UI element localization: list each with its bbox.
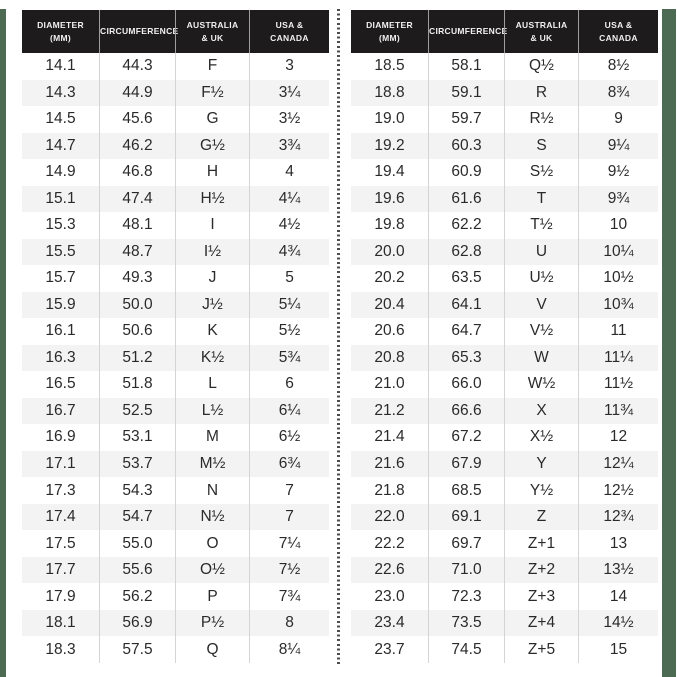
table-cell: 15.5: [45, 242, 76, 260]
table-row: [22, 371, 329, 398]
table-cell: Y½: [504, 477, 578, 504]
table-row: [22, 451, 329, 478]
table-cell: 13: [578, 530, 658, 557]
table-cell: 67.9: [428, 451, 504, 478]
table-cell: R: [504, 80, 578, 107]
table-cell: M½: [175, 451, 249, 478]
table-cell: 8¾: [578, 80, 658, 107]
table-cell: 3: [249, 53, 329, 80]
table-cell: G½: [175, 133, 249, 160]
table-cell: 16.1: [45, 322, 76, 340]
table-cell: 17.4: [45, 508, 76, 526]
table-cell: 14: [578, 583, 658, 610]
table-cell: 52.5: [99, 398, 175, 425]
table-cell: 20.2: [374, 269, 405, 287]
table-cell: 7¾: [249, 583, 329, 610]
table-cell: 9: [578, 106, 658, 133]
table-cell: 7¼: [249, 530, 329, 557]
table-row: [22, 557, 329, 584]
table-row: [351, 583, 658, 610]
table-cell: 10¼: [578, 239, 658, 266]
table-cell: 14.3: [45, 83, 76, 101]
table-cell: 22.0: [374, 508, 405, 526]
table-cell: 71.0: [428, 557, 504, 584]
table-cell: 19.4: [374, 163, 405, 181]
table-cell: 4: [249, 159, 329, 186]
table-cell: 14.1: [45, 57, 76, 75]
table-row: [22, 159, 329, 186]
table-cell: V½: [504, 318, 578, 345]
table-cell: 18.5: [374, 57, 405, 75]
table-cell: 74.5: [428, 636, 504, 663]
table-cell: 20.8: [374, 348, 405, 366]
page-edge-left: [0, 9, 6, 677]
table-cell: 47.4: [99, 186, 175, 213]
table-cell: 8¼: [249, 636, 329, 663]
table-cell: M: [175, 424, 249, 451]
table-cell: 72.3: [428, 583, 504, 610]
table-cell: 15: [578, 636, 658, 663]
table-cell: 22.2: [374, 534, 405, 552]
table-cell: 23.7: [374, 640, 405, 658]
table-cell: 66.0: [428, 371, 504, 398]
table-cell: O½: [175, 557, 249, 584]
table-row: [22, 53, 329, 80]
table-cell: 4¼: [249, 186, 329, 213]
table-cell: 73.5: [428, 610, 504, 637]
table-cell: 15.3: [45, 216, 76, 234]
table-row: [351, 159, 658, 186]
table-cell: 58.1: [428, 53, 504, 80]
table-cell: 5¾: [249, 345, 329, 372]
table-cell: 5¼: [249, 292, 329, 319]
table-cell: 57.5: [99, 636, 175, 663]
table-cell: 21.4: [374, 428, 405, 446]
table-cell: 45.6: [99, 106, 175, 133]
table-row: [351, 53, 658, 80]
table-cell: 20.6: [374, 322, 405, 340]
table-cell: 61.6: [428, 186, 504, 213]
table-cell: Z+5: [504, 636, 578, 663]
table-row: [351, 186, 658, 213]
table-cell: 53.1: [99, 424, 175, 451]
table-cell: 6¾: [249, 451, 329, 478]
table-row: [22, 318, 329, 345]
table-row: [22, 583, 329, 610]
table-row: [22, 239, 329, 266]
table-cell: W½: [504, 371, 578, 398]
table-cell: 17.5: [45, 534, 76, 552]
table-cell: 63.5: [428, 265, 504, 292]
table-cell: 15.7: [45, 269, 76, 287]
table-cell: 20.0: [374, 242, 405, 260]
table-cell: 17.1: [45, 454, 76, 472]
dotted-divider: [337, 9, 340, 665]
table-cell: 60.9: [428, 159, 504, 186]
table-cell: 21.6: [374, 454, 405, 472]
table-cell: Z+2: [504, 557, 578, 584]
table-cell: 19.8: [374, 216, 405, 234]
column-header: USA & CANADA: [249, 10, 329, 53]
table-cell: 23.4: [374, 614, 405, 632]
table-cell: 59.1: [428, 80, 504, 107]
table-row: [22, 504, 329, 531]
table-cell: 16.5: [45, 375, 76, 393]
table-row: [22, 477, 329, 504]
table-cell: 46.8: [99, 159, 175, 186]
table-cell: 6½: [249, 424, 329, 451]
table-cell: G: [175, 106, 249, 133]
table-body: [351, 53, 658, 663]
table-row: [22, 345, 329, 372]
table-cell: 12¾: [578, 504, 658, 531]
table-row: [22, 186, 329, 213]
table-cell: 14.9: [45, 163, 76, 181]
table-cell: 9½: [578, 159, 658, 186]
table-cell: F½: [175, 80, 249, 107]
table-cell: 67.2: [428, 424, 504, 451]
table-row: [351, 504, 658, 531]
table-cell: W: [504, 345, 578, 372]
table-cell: 5½: [249, 318, 329, 345]
column-header: AUSTRALIA & UK: [175, 10, 249, 53]
table-cell: 13½: [578, 557, 658, 584]
table-row: [22, 106, 329, 133]
table-cell: 14.5: [45, 110, 76, 128]
table-header-row: [351, 10, 658, 53]
table-cell: Z+4: [504, 610, 578, 637]
table-cell: 7: [249, 477, 329, 504]
table-row: [22, 424, 329, 451]
table-cell: I½: [175, 239, 249, 266]
table-cell: 56.2: [99, 583, 175, 610]
table-cell: 18.8: [374, 83, 405, 101]
table-cell: 55.6: [99, 557, 175, 584]
table-cell: 51.2: [99, 345, 175, 372]
table-row: [351, 398, 658, 425]
table-cell: 51.8: [99, 371, 175, 398]
table-cell: 50.0: [99, 292, 175, 319]
table-cell: 11½: [578, 371, 658, 398]
column-header: AUSTRALIA & UK: [504, 10, 578, 53]
table-cell: 20.4: [374, 295, 405, 313]
table-cell: Q: [175, 636, 249, 663]
table-cell: 7½: [249, 557, 329, 584]
table-cell: 11¼: [578, 345, 658, 372]
table-cell: 12¼: [578, 451, 658, 478]
ring-size-table-left: [22, 10, 329, 663]
table-cell: 69.7: [428, 530, 504, 557]
table-cell: 15.1: [45, 189, 76, 207]
table-row: [351, 265, 658, 292]
table-row: [351, 530, 658, 557]
table-cell: 10¾: [578, 292, 658, 319]
table-row: [351, 424, 658, 451]
table-cell: 11: [578, 318, 658, 345]
table-row: [351, 557, 658, 584]
table-cell: 8: [249, 610, 329, 637]
table-cell: 59.7: [428, 106, 504, 133]
table-cell: K: [175, 318, 249, 345]
table-cell: 68.5: [428, 477, 504, 504]
table-cell: T½: [504, 212, 578, 239]
table-header-row: [22, 10, 329, 53]
table-cell: P: [175, 583, 249, 610]
table-row: [351, 451, 658, 478]
table-cell: L½: [175, 398, 249, 425]
table-cell: 14.7: [45, 136, 76, 154]
table-cell: 19.6: [374, 189, 405, 207]
table-row: [351, 212, 658, 239]
table-cell: Q½: [504, 53, 578, 80]
table-cell: S½: [504, 159, 578, 186]
table-cell: S: [504, 133, 578, 160]
table-cell: 7: [249, 504, 329, 531]
table-cell: I: [175, 212, 249, 239]
table-cell: 54.7: [99, 504, 175, 531]
table-cell: 21.8: [374, 481, 405, 499]
table-cell: 48.7: [99, 239, 175, 266]
ring-size-table-right: [351, 10, 658, 663]
table-cell: H: [175, 159, 249, 186]
table-cell: Z+3: [504, 583, 578, 610]
table-row: [351, 345, 658, 372]
table-cell: 17.7: [45, 561, 76, 579]
table-cell: 3½: [249, 106, 329, 133]
table-cell: X: [504, 398, 578, 425]
table-cell: 69.1: [428, 504, 504, 531]
table-row: [351, 106, 658, 133]
table-cell: 19.2: [374, 136, 405, 154]
table-row: [22, 530, 329, 557]
table-cell: 64.7: [428, 318, 504, 345]
table-cell: J: [175, 265, 249, 292]
column-header: CIRCUMFERENCE: [428, 10, 504, 53]
table-cell: Y: [504, 451, 578, 478]
table-row: [22, 610, 329, 637]
table-row: [22, 265, 329, 292]
table-cell: 18.3: [45, 640, 76, 658]
table-cell: 5: [249, 265, 329, 292]
table-cell: 4½: [249, 212, 329, 239]
table-row: [22, 292, 329, 319]
table-cell: 56.9: [99, 610, 175, 637]
table-cell: 66.6: [428, 398, 504, 425]
table-cell: 18.1: [45, 614, 76, 632]
table-row: [351, 610, 658, 637]
table-cell: 10½: [578, 265, 658, 292]
table-cell: J½: [175, 292, 249, 319]
table-cell: L: [175, 371, 249, 398]
table-cell: 6: [249, 371, 329, 398]
table-cell: 21.0: [374, 375, 405, 393]
table-row: [22, 80, 329, 107]
table-cell: 65.3: [428, 345, 504, 372]
table-cell: 16.9: [45, 428, 76, 446]
table-row: [351, 318, 658, 345]
table-cell: 10: [578, 212, 658, 239]
column-header: CIRCUMFERENCE: [99, 10, 175, 53]
table-cell: 8½: [578, 53, 658, 80]
table-cell: 60.3: [428, 133, 504, 160]
table-cell: 16.7: [45, 401, 76, 419]
table-cell: 21.2: [374, 401, 405, 419]
table-row: [22, 212, 329, 239]
table-row: [351, 636, 658, 663]
table-cell: 17.3: [45, 481, 76, 499]
column-header: DIAMETER (MM): [366, 20, 413, 43]
table-cell: Z: [504, 504, 578, 531]
table-row: [351, 477, 658, 504]
column-header: USA & CANADA: [578, 10, 658, 53]
table-cell: F: [175, 53, 249, 80]
table-row: [22, 398, 329, 425]
table-cell: 23.0: [374, 587, 405, 605]
table-cell: O: [175, 530, 249, 557]
table-row: [351, 239, 658, 266]
table-row: [351, 371, 658, 398]
table-cell: 46.2: [99, 133, 175, 160]
table-cell: 64.1: [428, 292, 504, 319]
table-cell: 4¾: [249, 239, 329, 266]
table-cell: X½: [504, 424, 578, 451]
table-cell: U½: [504, 265, 578, 292]
table-row: [22, 133, 329, 160]
table-cell: U: [504, 239, 578, 266]
table-cell: 54.3: [99, 477, 175, 504]
table-row: [22, 636, 329, 663]
table-cell: 17.9: [45, 587, 76, 605]
table-cell: 6¼: [249, 398, 329, 425]
table-cell: 9¼: [578, 133, 658, 160]
table-cell: N: [175, 477, 249, 504]
table-cell: 3¼: [249, 80, 329, 107]
table-cell: V: [504, 292, 578, 319]
table-cell: 14½: [578, 610, 658, 637]
page-edge-right: [662, 9, 676, 677]
table-row: [351, 292, 658, 319]
table-cell: 44.9: [99, 80, 175, 107]
table-cell: 44.3: [99, 53, 175, 80]
table-cell: 3¾: [249, 133, 329, 160]
table-cell: N½: [175, 504, 249, 531]
table-row: [351, 80, 658, 107]
table-cell: T: [504, 186, 578, 213]
table-cell: 11¾: [578, 398, 658, 425]
table-cell: 19.0: [374, 110, 405, 128]
table-cell: 16.3: [45, 348, 76, 366]
table-cell: 12½: [578, 477, 658, 504]
table-cell: 22.6: [374, 561, 405, 579]
table-cell: 12: [578, 424, 658, 451]
table-row: [351, 133, 658, 160]
table-cell: 50.6: [99, 318, 175, 345]
table-cell: K½: [175, 345, 249, 372]
table-cell: 9¾: [578, 186, 658, 213]
table-cell: 55.0: [99, 530, 175, 557]
column-header: DIAMETER (MM): [37, 20, 84, 43]
table-cell: 62.2: [428, 212, 504, 239]
table-cell: 49.3: [99, 265, 175, 292]
table-cell: H½: [175, 186, 249, 213]
table-cell: P½: [175, 610, 249, 637]
table-cell: 48.1: [99, 212, 175, 239]
table-cell: 15.9: [45, 295, 76, 313]
table-cell: R½: [504, 106, 578, 133]
table-cell: 62.8: [428, 239, 504, 266]
table-body: [22, 53, 329, 663]
table-cell: 53.7: [99, 451, 175, 478]
table-cell: Z+1: [504, 530, 578, 557]
